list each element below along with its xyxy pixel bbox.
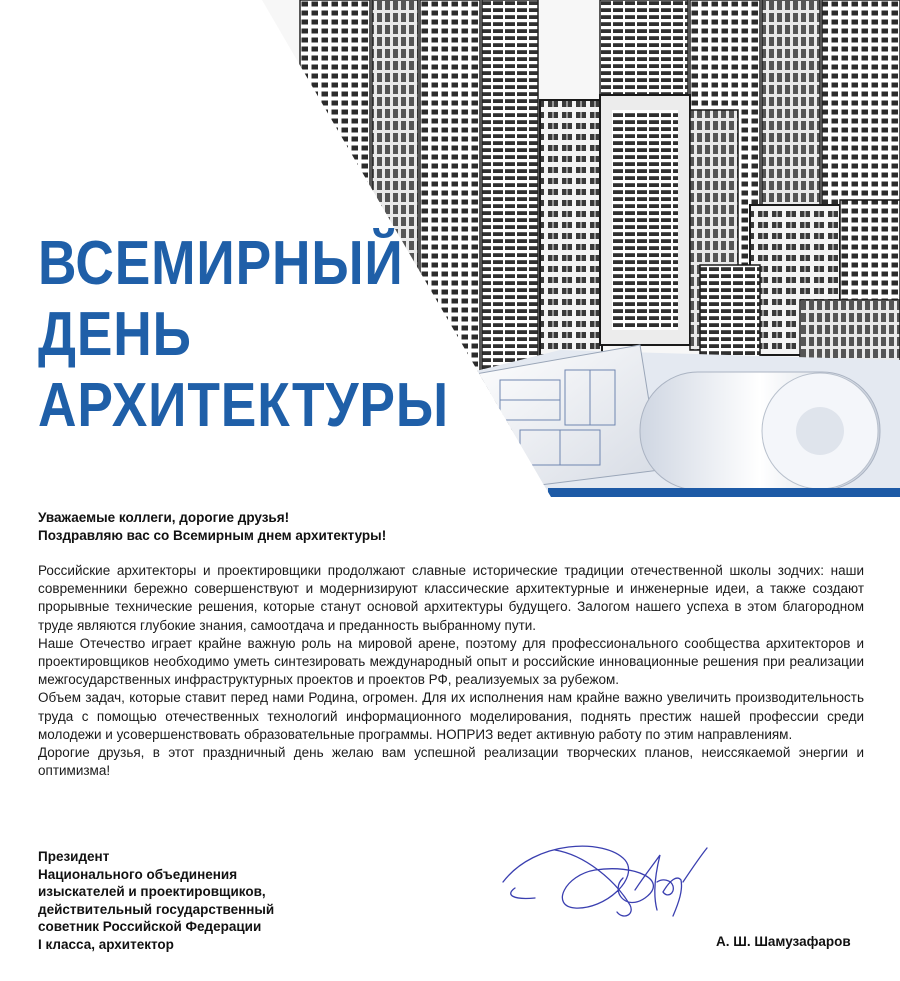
sender-title [38, 848, 274, 953]
title-line-1: ВСЕМИРНЫЙ [38, 229, 404, 298]
sender-title-line: изыскателей и проектировщиков, [38, 884, 266, 899]
handwritten-signature [495, 820, 725, 930]
greeting-line-1: Уважаемые коллеги, дорогие друзья! [38, 510, 290, 525]
sender-title-line: Президент [38, 849, 110, 864]
sender-title-line: советник Российской Федерации [38, 919, 262, 934]
paragraph: Российские архитекторы и проектировщики продолжают славные исторические традиции отечественной школы зодчих: наши современники бережно совершенствуют и модернизируют классические архитектурные и инженерные идеи, а также создают прорывные технические решения, которые станут основой архитектуры будущего. Залогом нашего успеха в этом благородном труде являются глубокие знания, самоотдача и преданность выбранному пути. [38, 563, 864, 633]
page-title [38, 228, 449, 441]
sender-title-line: I класса, архитектор [38, 936, 174, 952]
paragraph: Объем задач, которые ставит перед нами Родина, огромен. Для их исполнения нам крайне важно увеличить производительность труда с помощью отечественных технологий информационного моделирования, поднять престиж нашей профессии среди молодежи и усовершенствовать образовательные программы. НОПРИЗ ведет активную работу по этим направлениям. [38, 690, 864, 742]
paragraph: Дорогие друзья, в этот праздничный день желаю вам успешной реализации творческих планов, неиссякаемой энергии и оптимизма! [38, 745, 864, 779]
greeting-line-2: Поздравляю вас со Всемирным днем архитектуры! [38, 528, 387, 543]
paragraph: Наше Отечество играет крайне важную роль на мировой арене, поэтому для профессионального сообщества архитекторов и проектировщиков необходимо уметь синтезировать международный опыт и российские инновационные решения при реализации межгосударственных инфраструктурных проектов и проектов РФ, реализуемых за рубежом. [38, 635, 864, 688]
signatory-name: А. Ш. Шамузафаров [716, 934, 851, 949]
title-line-3: АРХИТЕКТУРЫ [38, 371, 449, 440]
title-line-2: ДЕНЬ [38, 300, 192, 369]
sender-title-line: действительный государственный [38, 901, 275, 917]
greeting [38, 509, 386, 545]
letter-body [38, 562, 864, 780]
sender-title-line: Национального объединения [38, 866, 238, 882]
